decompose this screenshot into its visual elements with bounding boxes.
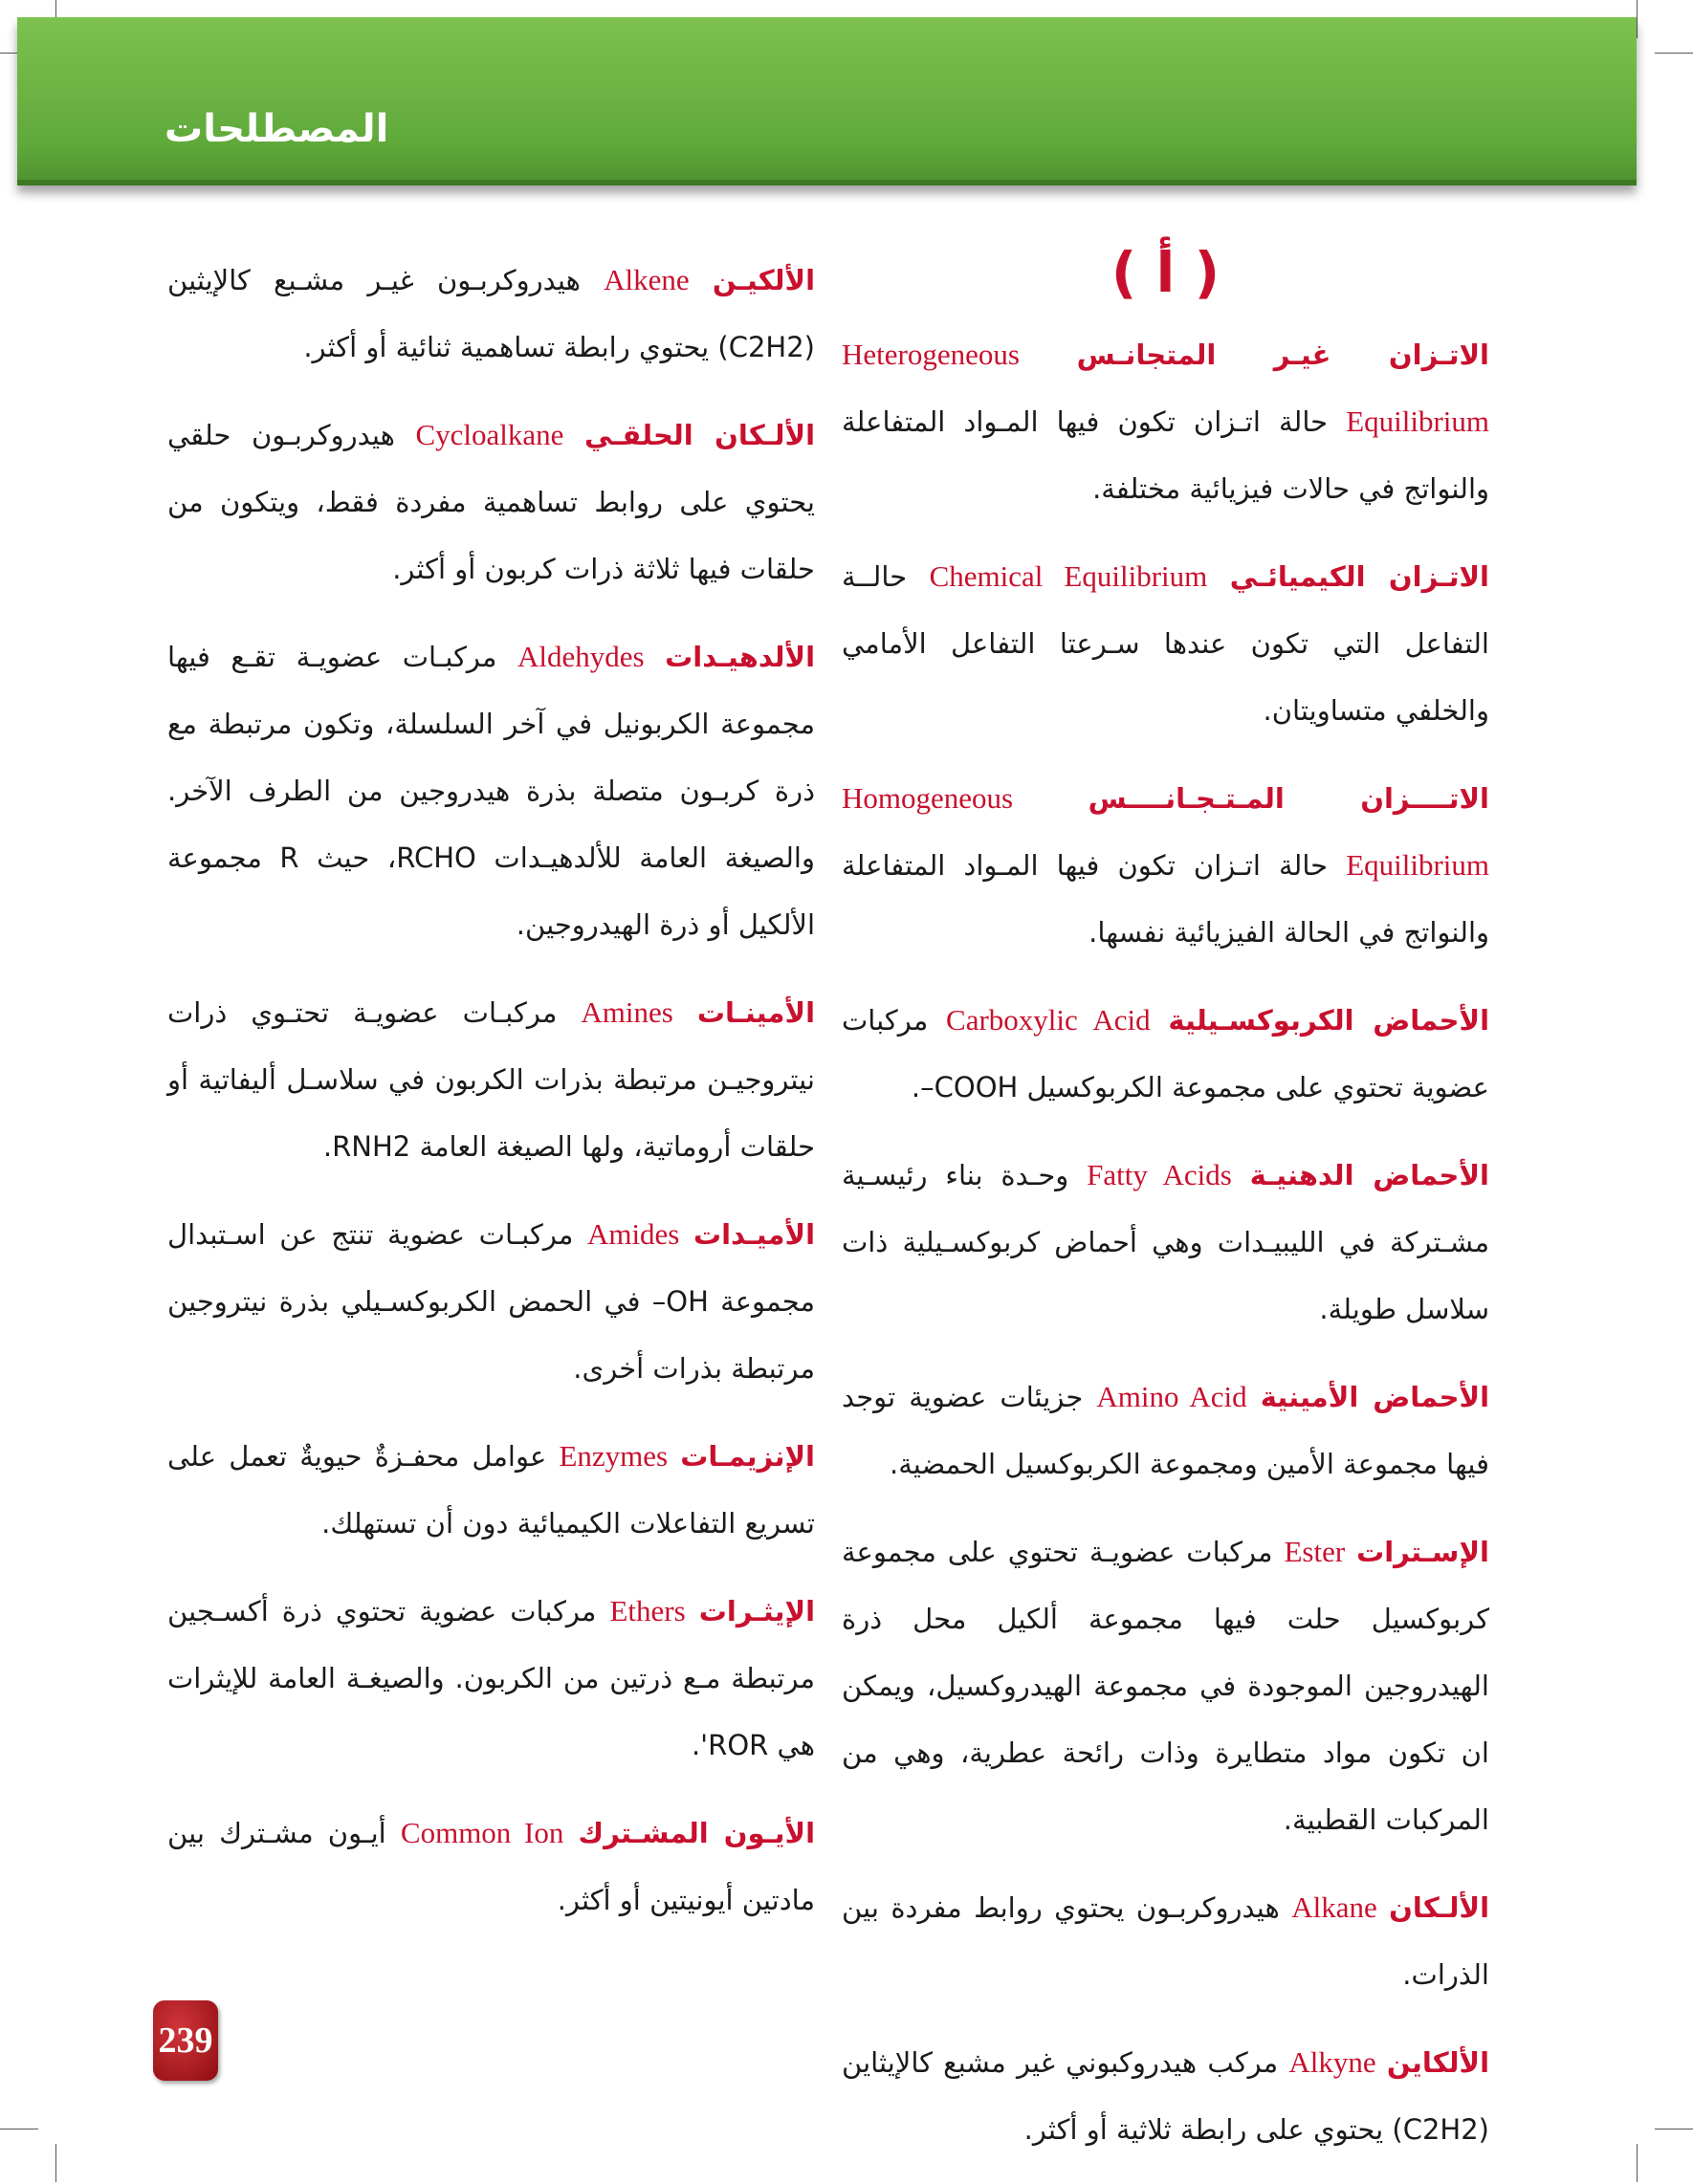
entry-term: الأميـدات: [693, 1218, 816, 1251]
glossary-entry: [842, 1364, 1489, 1497]
glossary-entry: [167, 1578, 815, 1779]
entry-definition: مركبـات عضويـة تحتـوي ذرات نيتروجيـن مرتبطة بذرات الكربون في سلاسـل أليفاتية أو حلقات أروماتية، ولها الصيغة العامة RNH2.: [167, 996, 815, 1163]
entry-term: الاتـزان الكيميائـي: [1229, 560, 1489, 593]
entry-term: الألدهيـدات: [665, 641, 816, 673]
entry-term: الإنزيمـات: [680, 1440, 815, 1473]
page-number: 239: [153, 2000, 218, 2081]
entry-english: Homogeneous Equilibrium: [842, 781, 1490, 882]
entry-definition: مركبات عضويـة تحتوي على مجموعة كربوكسيل حلت فيها مجموعة ألكيل محل ذرة الهيدروجين الموجودة في مجموعة الهيدروكسيل، ويمكن ان تكون مواد متطايرة وذات رائحة عطرية، وهي من المركبات القطبية.: [842, 1536, 1489, 1836]
entry-definition: هيدروكربـون يحتوي روابط مفردة بين الذرات.: [842, 1891, 1489, 1991]
entry-term: الألـكان الحلقـي: [584, 419, 816, 451]
glossary-entry: [842, 2029, 1489, 2163]
page-title: المصطلحات: [165, 107, 389, 151]
entry-definition: وحـدة بناء رئيسـية مشـتركة في الليبيـدات وهي أحماض كربوكسـيلية ذات سلاسل طويلة.: [842, 1159, 1489, 1325]
glossary-entry: [842, 321, 1489, 522]
right-column: [842, 229, 1489, 2184]
glossary-entry: [167, 402, 815, 602]
entry-term: الأحماض الكربوكسـيلية: [1168, 1004, 1490, 1037]
entry-term: الألـكان: [1389, 1891, 1490, 1924]
glossary-entry: [842, 765, 1489, 966]
glossary-entry: [842, 1142, 1489, 1343]
glossary-entry: [167, 623, 815, 958]
entry-definition: حالة اتـزان تكون فيها المـواد المتفاعلة والنواتج في حالات فيزيائية مختلفة.: [842, 405, 1489, 505]
entry-english: Alkene: [604, 263, 690, 296]
entry-english: Carboxylic Acid: [946, 1003, 1151, 1037]
entry-term: الإسـترات: [1356, 1536, 1489, 1568]
entry-english: Alkyne: [1288, 2045, 1376, 2079]
entry-english: Cycloalkane: [415, 418, 564, 451]
glossary-entry: [842, 1874, 1489, 2008]
header-band: [17, 17, 1637, 186]
entry-definition: مركبـات عضوية تنتج عن اسـتبدال مجموعة OH– في الحمض الكربوكسـيلي بذرة نيتروجين مرتبطة بذرات أخرى.: [167, 1218, 816, 1385]
glossary-entry: [842, 1518, 1489, 1853]
entry-english: Ethers: [609, 1594, 686, 1627]
entry-definition: حالة اتـزان تكون فيها المـواد المتفاعلة والنواتج في الحالة الفيزيائية نفسها.: [842, 849, 1489, 949]
entry-english: Amines: [581, 995, 673, 1029]
section-letter: ( أ ): [1110, 240, 1220, 305]
glossary-entry: [167, 1423, 815, 1557]
entry-definition: جزيئات عضوية توجد فيها مجموعة الأمين ومجموعة الكربوكسيل الحمضية.: [842, 1381, 1489, 1480]
entry-english: Fatty Acids: [1087, 1158, 1232, 1191]
entry-english: Common Ion: [400, 1816, 564, 1849]
crop-mark: [55, 2144, 56, 2182]
glossary-entry: [842, 543, 1489, 744]
entry-english: Heterogeneous Equilibrium: [842, 338, 1490, 438]
glossary-entry: [167, 1201, 815, 1402]
glossary-entry: [167, 979, 815, 1180]
glossary-entry: [167, 247, 815, 381]
crop-mark: [1655, 53, 1693, 54]
entry-term: الأمينـات: [696, 996, 816, 1029]
entry-english: Enzymes: [559, 1439, 669, 1473]
crop-mark: [1637, 2144, 1638, 2182]
entry-english: Amides: [586, 1217, 680, 1251]
entry-definition: حالــة التفاعل التي تكون عندها سـرعتا التفاعل الأمامي والخلفي متساويتان.: [842, 560, 1489, 727]
entry-term: الإيثـرات: [698, 1595, 816, 1627]
entry-term: الأيـون المشـترك: [578, 1817, 816, 1849]
entry-definition: مركبات عضوية تحتوي على مجموعة الكربوكسيل COOH–.: [842, 1004, 1489, 1103]
entry-english: Alkane: [1291, 1890, 1377, 1924]
entry-definition: عوامل محفـزةٌ حيويةٌ تعمل على تسريع التفاعلات الكيميائية دون أن تستهلك.: [167, 1440, 815, 1540]
entry-english: Ester: [1284, 1535, 1346, 1568]
entry-term: الألكاين: [1386, 2046, 1490, 2079]
entry-english: Aldehydes: [517, 640, 645, 673]
entry-term: الأحماض الدهنيـة: [1249, 1159, 1489, 1191]
glossary-entry: [167, 1800, 815, 1933]
entry-term: الألكيـن: [712, 264, 816, 296]
entry-definition: مركب هيدروكبوني غير مشبع كالإيثاين (C2H2) يحتوي على رابطة ثلاثية أو أكثر.: [842, 2046, 1489, 2146]
entry-definition: هيدروكربـون غيـر مشـبع كالإيثين (C2H2) يحتوي رابطة تساهمية ثنائية أو أكثر.: [167, 264, 815, 363]
glossary-entry: [842, 987, 1489, 1121]
entry-definition: مركبـات عضويـة تقـع فيها مجموعة الكربونيل في آخر السلسلة، وتكون مرتبطة مع ذرة كربـون متصلة بذرة هيدروجين من الطرف الآخر. والصيغة العامة للألدهيـدات RCHO، حيث R مجموعة الألكيل أو ذرة الهيدروجين.: [167, 641, 815, 941]
entry-english: Amino Acid: [1096, 1380, 1247, 1413]
entry-term: الاتــــزان المـتـجـانــــس: [1088, 782, 1489, 815]
crop-mark: [1637, 0, 1638, 38]
entry-term: الاتـزان غيـر المتجانـس: [1076, 339, 1490, 371]
entry-definition: مركبات عضوية تحتوي ذرة أكسـجين مرتبطة مـع ذرتين من الكربون. والصيغـة العامة للإيثرات هي ROR'.: [167, 1595, 815, 1761]
entry-english: Chemical Equilibrium: [929, 559, 1208, 593]
left-column: [167, 247, 815, 1955]
entry-term: الأحماض الأمينية: [1260, 1381, 1490, 1413]
entry-definition: هيدروكربـون حلقي يحتوي على روابط تساهمية مفردة فقط، ويتكون من حلقات فيها ثلاثة ذرات كربون أو أكثر.: [167, 419, 815, 585]
entry-definition: أيـون مشـترك بين مادتين أيونيتين أو أكثر.: [167, 1817, 815, 1916]
